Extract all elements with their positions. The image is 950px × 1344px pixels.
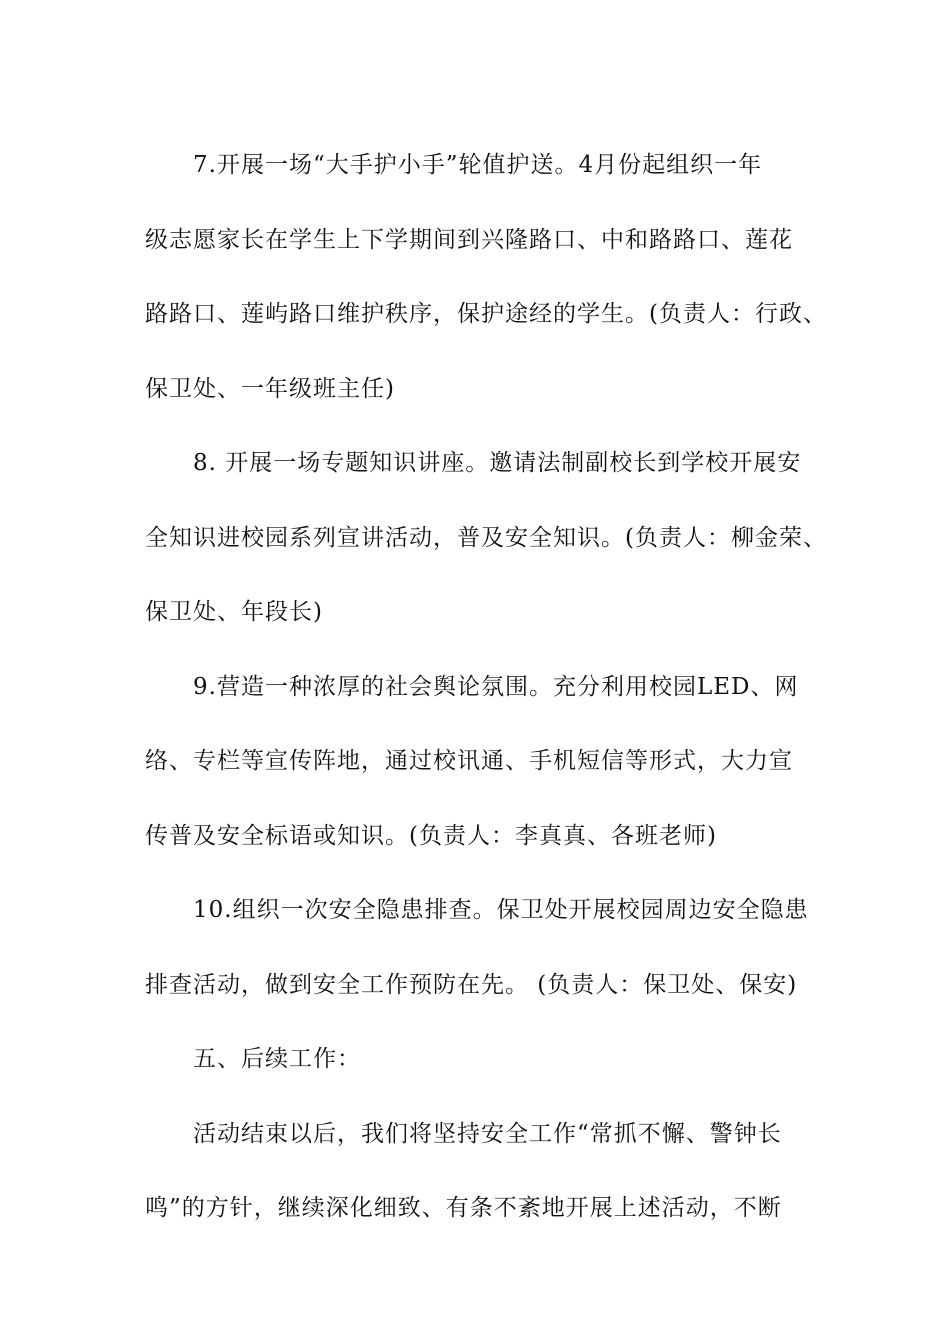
- paragraph-10-line-1: 10.组织一次安全隐患排查。保卫处开展校园周边安全隐患: [193, 897, 809, 923]
- paragraph-7-line-1: 7.开展一场“大手护小手”轮值护送。4月份起组织一年: [193, 152, 763, 178]
- paragraph-8-line-1: 8. 开展一场专题知识讲座。邀请法制副校长到学校开展安: [193, 450, 802, 476]
- paragraph-10-line-2: 排查活动，做到安全工作预防在先。 (负责人：保卫处、保安): [145, 971, 798, 998]
- followup-line-1: 活动结束以后，我们将坚持安全工作“常抓不懈、警钟长: [193, 1120, 782, 1147]
- paragraph-9-line-2: 络、专栏等宣传阵地，通过校讯通、手机短信等形式，大力宣: [145, 748, 793, 774]
- paragraph-7-line-2: 级志愿家长在学生上下学期间到兴隆路口、中和路路口、莲花: [145, 226, 793, 253]
- paragraph-7-line-4: 保卫处、一年级班主任): [145, 375, 395, 402]
- paragraph-7-line-3: 路路口、莲屿路口维护秩序，保护途经的学生。(负责人：行政、: [145, 301, 827, 327]
- section-heading-followup: 五、后续工作：: [193, 1046, 361, 1072]
- paragraph-8-line-3: 保卫处、年段长): [145, 599, 323, 625]
- document-body: [145, 128, 825, 1246]
- followup-line-2: 鸣”的方针，继续深化细致、有条不紊地开展上述活动，不断: [145, 1195, 782, 1221]
- paragraph-9-line-3: 传普及安全标语或知识。(负责人：李真真、各班老师): [145, 822, 717, 849]
- paragraph-9-line-1: 9.营造一种浓厚的社会舆论氛围。充分利用校园LED、网: [193, 673, 799, 700]
- paragraph-8-line-2: 全知识进校园系列宣讲活动，普及安全知识。(负责人：柳金荣、: [145, 524, 827, 551]
